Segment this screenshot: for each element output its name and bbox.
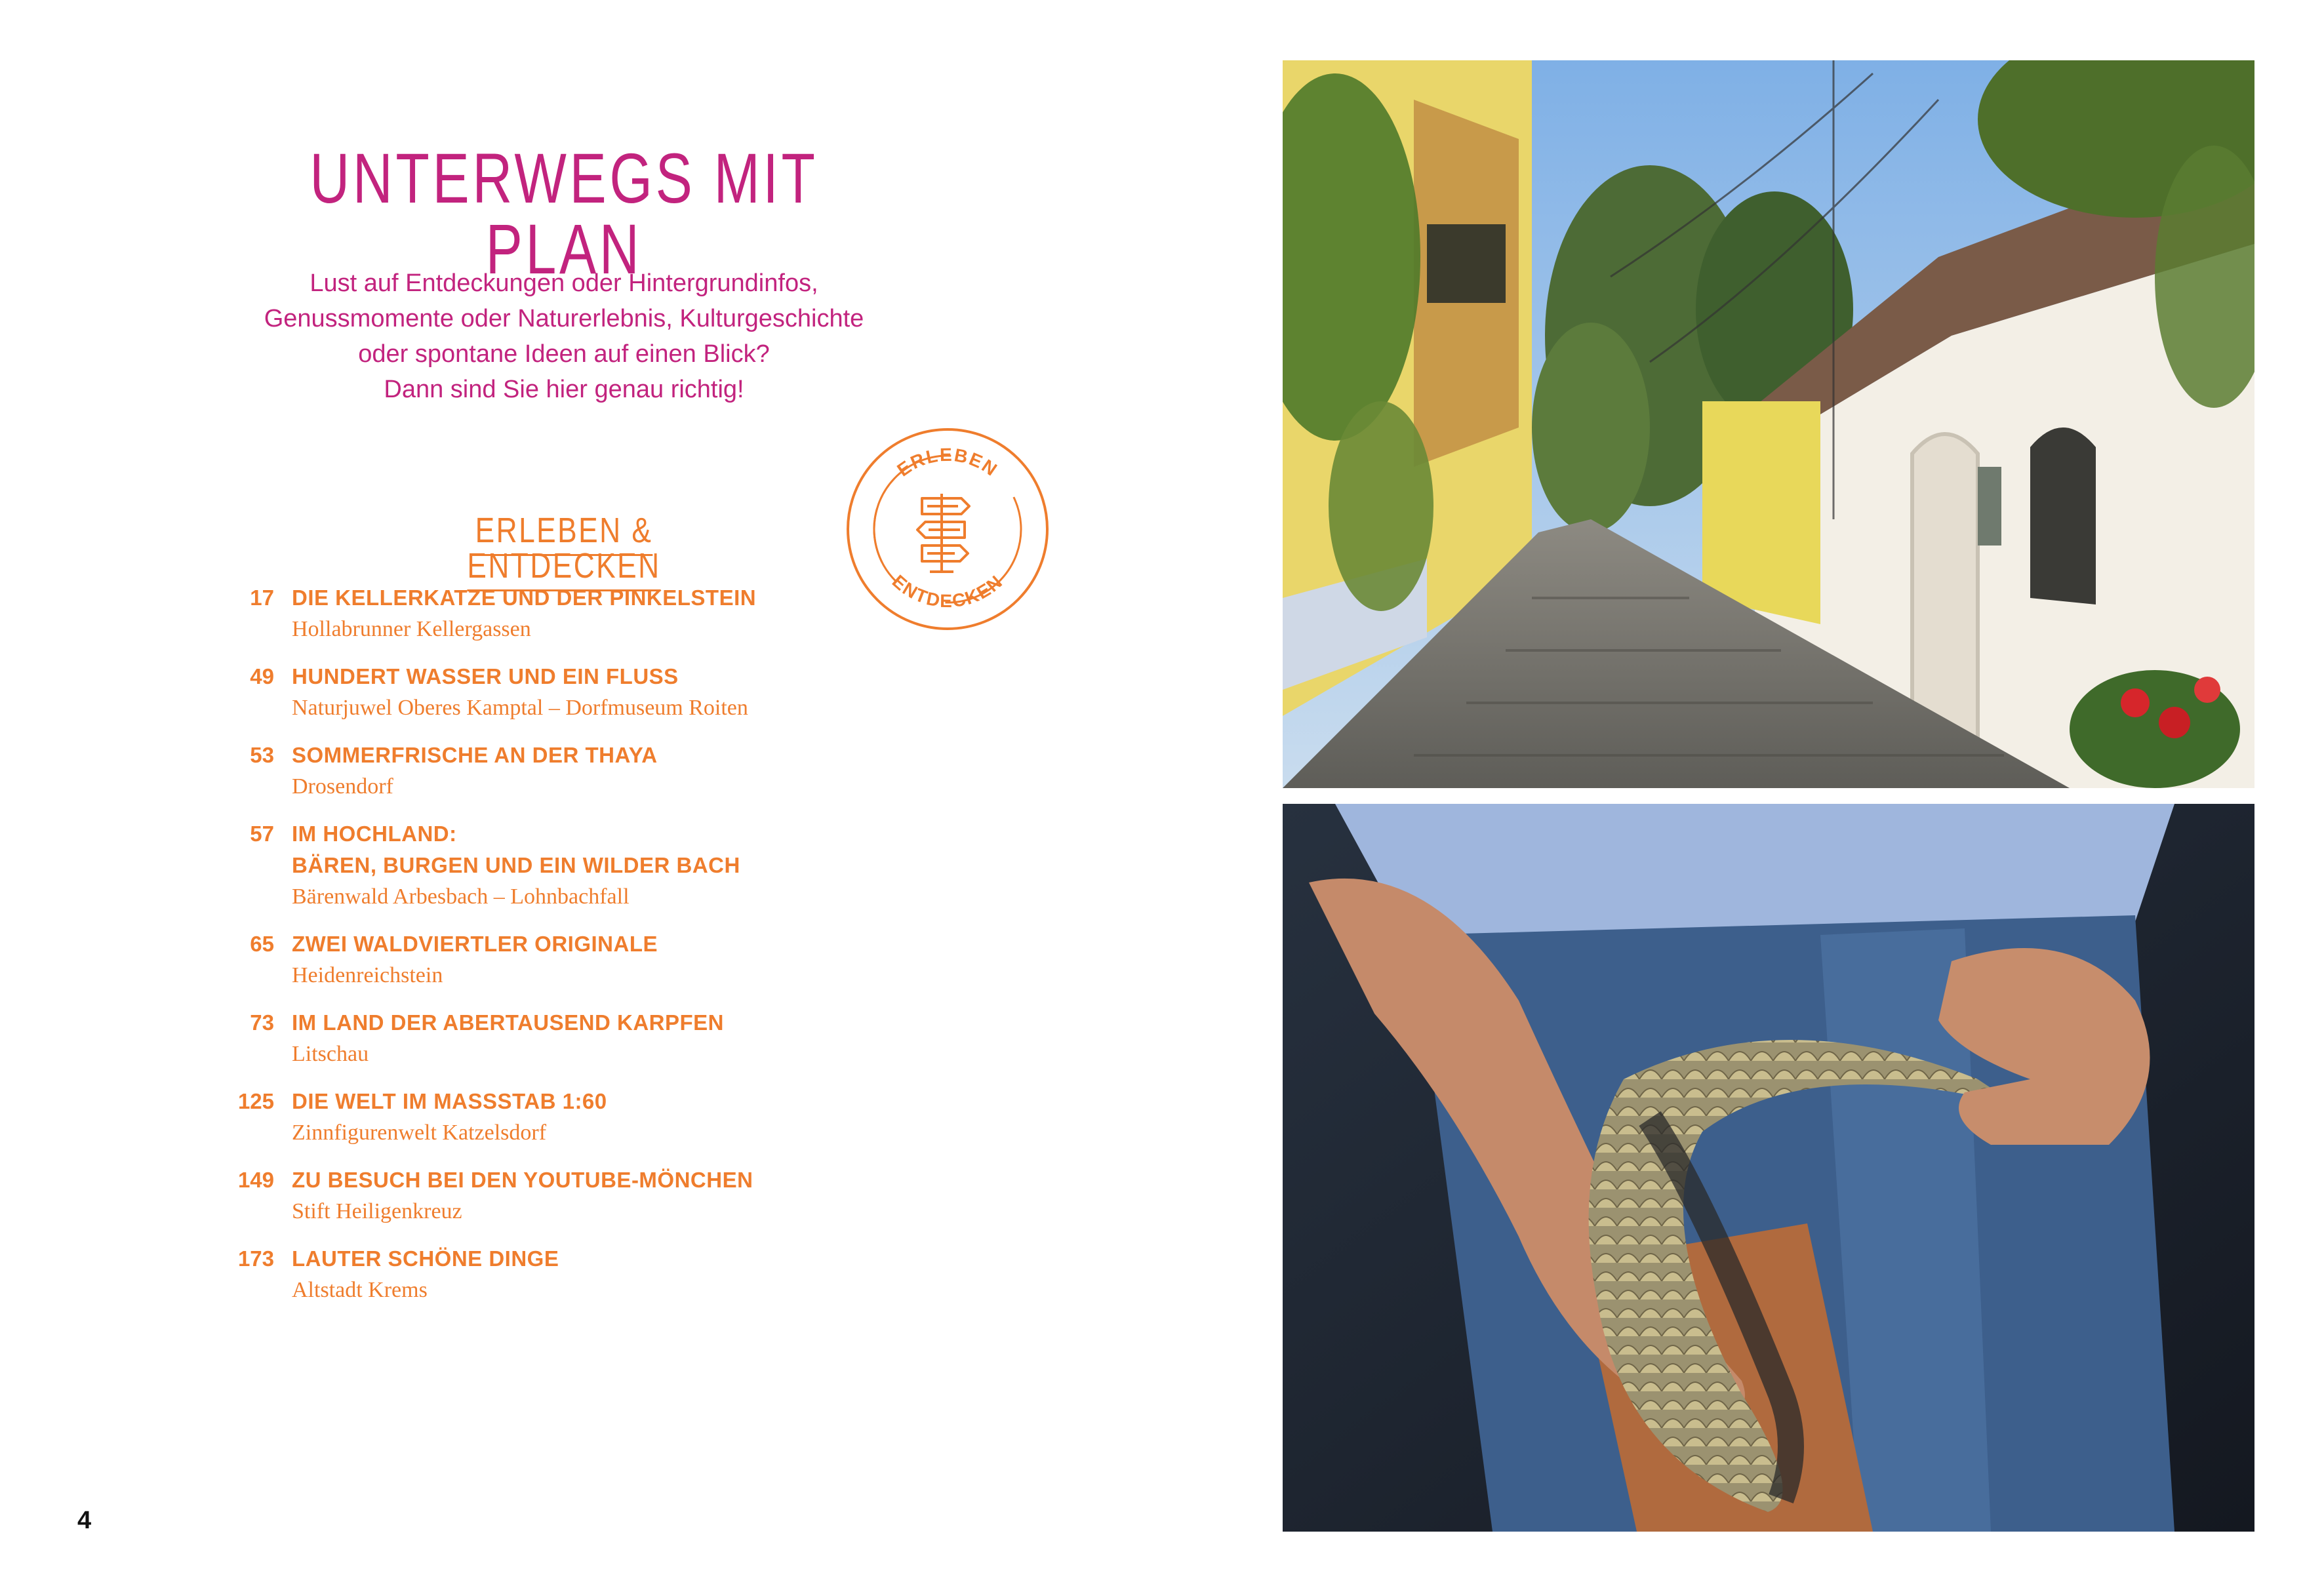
toc-title: LAUTER SCHÖNE DINGE (292, 1246, 559, 1271)
photo-karpfenleder-image (1283, 804, 2254, 1532)
toc-title-line-2: BÄREN, BURGEN UND EIN WILDER BACH (292, 853, 740, 877)
toc-title: IM HOCHLAND: (292, 822, 457, 846)
signpost-icon (917, 494, 969, 572)
toc-title: SOMMERFRISCHE AN DER THAYA (292, 743, 658, 767)
toc-subtitle: Litschau (292, 1042, 369, 1066)
stamp-top-text: ERLEBEN (893, 444, 1002, 481)
intro-text (197, 266, 931, 407)
toc-page-number: 125 (237, 1089, 274, 1113)
intro-line: oder spontane Ideen auf einen Blick? (358, 340, 770, 368)
toc-subtitle: Stift Heiligenkreuz (292, 1199, 462, 1223)
svg-text:ERLEBEN (893, 445, 1001, 481)
toc-page-number: 17 (250, 586, 274, 610)
page-title: UNTERWEGS MIT PLAN (310, 138, 818, 288)
toc-entry[interactable] (216, 1243, 938, 1306)
photo-karpfenleder (1283, 804, 2254, 1532)
toc-entry[interactable] (216, 1007, 938, 1070)
toc-page-number: 65 (250, 932, 274, 956)
toc-title: HUNDERT WASSER UND EIN FLUSS (292, 664, 679, 688)
table-of-contents (216, 582, 938, 1322)
toc-title: DIE WELT IM MASSSTAB 1:60 (292, 1089, 607, 1113)
toc-page-number: 53 (250, 743, 274, 767)
photo-kellergasse (1283, 60, 2254, 788)
toc-entry[interactable] (216, 818, 938, 913)
toc-title: ZWEI WALDVIERTLER ORIGINALE (292, 932, 658, 956)
toc-entry[interactable] (216, 928, 938, 991)
toc-entry[interactable] (216, 582, 938, 645)
toc-page-number: 149 (237, 1168, 274, 1192)
section-heading (430, 513, 698, 584)
toc-entry[interactable] (216, 1164, 938, 1227)
toc-subtitle: Altstadt Krems (292, 1278, 428, 1302)
intro-line: Dann sind Sie hier genau richtig! (384, 376, 744, 403)
intro-line: Lust auf Entdeckungen oder Hintergrundinfos, (310, 269, 818, 297)
toc-entry[interactable] (216, 661, 938, 724)
toc-subtitle: Naturjuwel Oberes Kamptal – Dorfmuseum Roiten (292, 696, 748, 720)
photo-kellergasse-image (1283, 60, 2254, 788)
toc-page-number: 57 (250, 822, 274, 846)
intro-line: Genussmomente oder Naturerlebnis, Kulturgeschichte (264, 305, 864, 332)
toc-subtitle: Heidenreichstein (292, 963, 443, 987)
toc-page-number: 73 (250, 1010, 274, 1035)
section-heading-label: ERLEBEN & ENTDECKEN (467, 511, 660, 591)
page-number: 4 (77, 1507, 92, 1534)
stamp-bottom-text: ENTDECKEN (888, 570, 1007, 612)
toc-title: ZU BESUCH BEI DEN YOUTUBE-MÖNCHEN (292, 1168, 753, 1192)
toc-subtitle: Hollabrunner Kellergassen (292, 617, 531, 641)
toc-page-number: 173 (237, 1246, 274, 1271)
toc-entry[interactable] (216, 740, 938, 803)
toc-subtitle: Zinnfigurenwelt Katzelsdorf (292, 1121, 547, 1145)
toc-subtitle: Drosendorf (292, 774, 393, 799)
toc-subtitle: Bärenwald Arbesbach – Lohnbachfall (292, 884, 630, 909)
toc-page-number: 49 (250, 664, 274, 688)
toc-title: DIE KELLERKATZE UND DER PINKELSTEIN (292, 586, 757, 610)
toc-title: IM LAND DER ABERTAUSEND KARPFEN (292, 1010, 724, 1035)
toc-entry[interactable] (216, 1086, 938, 1149)
